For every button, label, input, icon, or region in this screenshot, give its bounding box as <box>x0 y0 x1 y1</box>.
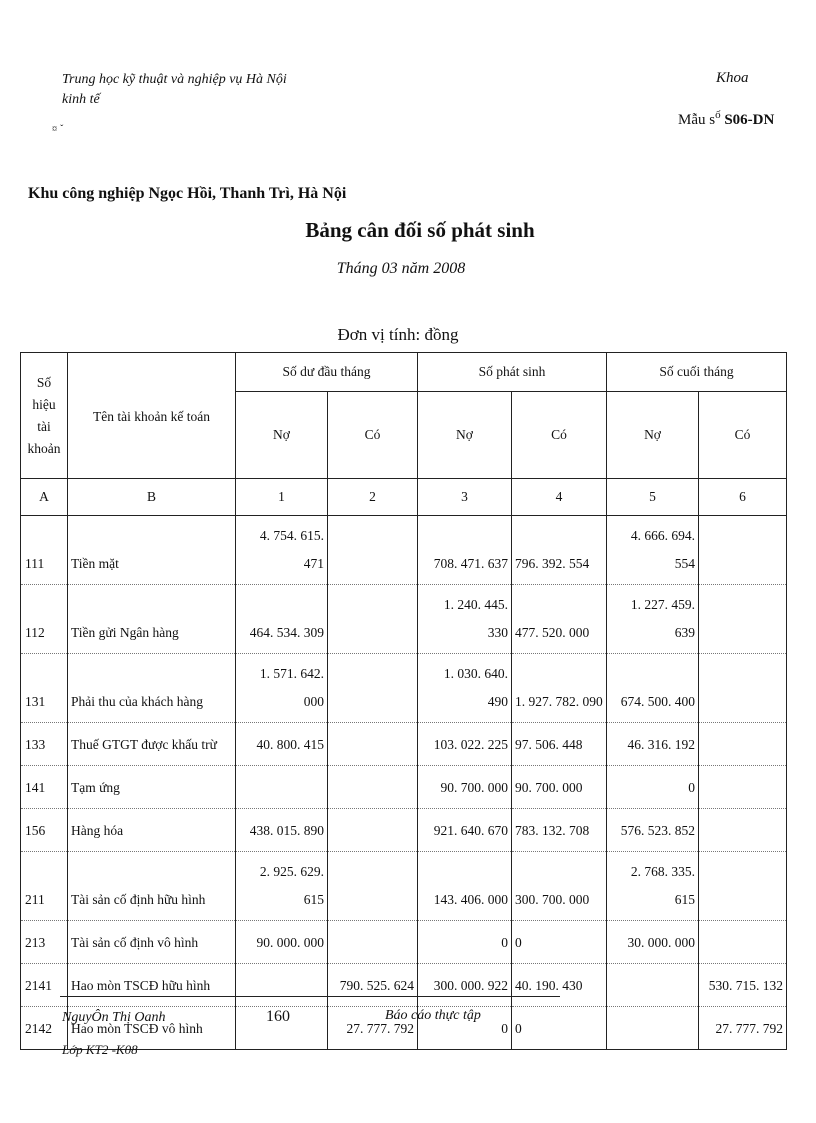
account-name-cell: Tiền gửi Ngân hàng <box>68 585 236 654</box>
closing-debit-cell: 576. 523. 852 <box>607 809 699 852</box>
ledger-rows <box>21 516 787 1050</box>
company-address: Khu công nghiệp Ngọc Hồi, Thanh Trì, Hà Nội <box>28 185 347 202</box>
header-opening-balance: Số dư đầu tháng <box>236 353 418 392</box>
closing-credit-cell <box>699 723 787 766</box>
footer-rule <box>60 996 560 997</box>
table-row <box>21 809 787 852</box>
opening-credit-cell <box>328 921 418 964</box>
opening-debit-cell: 40. 800. 415 <box>236 723 328 766</box>
report-period: Tháng 03 năm 2008 <box>336 260 466 277</box>
table-row <box>21 723 787 766</box>
table-row <box>21 852 787 921</box>
school-name-line2: kinh tế <box>62 92 100 107</box>
header-account-code <box>21 353 68 479</box>
form-number-code: S06-DN <box>724 112 775 128</box>
form-number-sup: ố <box>715 109 721 121</box>
period-debit-cell: 103. 022. 225 <box>418 723 512 766</box>
account-name-cell: Tài sản cố định hữu hình <box>68 852 236 921</box>
index-cell: 5 <box>607 479 699 516</box>
period-credit-cell: 40. 190. 430 <box>512 964 607 1007</box>
opening-credit-cell <box>328 766 418 809</box>
period-debit-cell: 1. 240. 445. 330 <box>418 585 512 654</box>
header-closing-balance: Số cuối tháng <box>607 353 787 392</box>
closing-credit-cell: 530. 715. 132 <box>699 964 787 1007</box>
footer-class: Lớp KT2 -K08 <box>62 1042 138 1057</box>
opening-credit-cell <box>328 516 418 585</box>
closing-debit-cell: 30. 000. 000 <box>607 921 699 964</box>
account-name-cell: Tạm ứng <box>68 766 236 809</box>
closing-credit-cell <box>699 516 787 585</box>
period-debit-cell: 921. 640. 670 <box>418 809 512 852</box>
footer-report-title: Báo cáo thực tập <box>385 1008 481 1023</box>
table-row <box>21 766 787 809</box>
closing-credit-cell <box>699 921 787 964</box>
opening-credit-cell <box>328 654 418 723</box>
account-code-cell: 2141 <box>21 964 68 1007</box>
account-code-cell: 211 <box>21 852 68 921</box>
closing-debit-cell <box>607 1007 699 1050</box>
account-name-cell: Hao mòn TSCĐ hữu hình <box>68 964 236 1007</box>
header-account-name: Tên tài khoản kế toán <box>68 353 236 479</box>
table-row <box>21 921 787 964</box>
period-debit-cell: 90. 700. 000 <box>418 766 512 809</box>
period-debit-cell: 1. 030. 640. 490 <box>418 654 512 723</box>
page-number: 160 <box>266 1008 290 1025</box>
currency-unit: Đơn vị tính: đồng <box>337 325 459 344</box>
account-name-cell: Thuế GTGT được khấu trừ <box>68 723 236 766</box>
period-credit-cell: 97. 506. 448 <box>512 723 607 766</box>
index-cell: 6 <box>699 479 787 516</box>
header-closing-credit: Có <box>699 392 787 479</box>
opening-credit-cell <box>328 852 418 921</box>
period-debit-cell: 0 <box>418 1007 512 1050</box>
header-mark: ¤ ˇ <box>52 124 63 135</box>
closing-credit-cell <box>699 585 787 654</box>
form-number-prefix: Mẫu s <box>678 112 716 128</box>
opening-credit-cell <box>328 723 418 766</box>
period-debit-cell: 0 <box>418 921 512 964</box>
table-row <box>21 654 787 723</box>
account-name-cell: Tài sản cố định vô hình <box>68 921 236 964</box>
account-code-cell: 213 <box>21 921 68 964</box>
period-credit-cell: 300. 700. 000 <box>512 852 607 921</box>
opening-debit-cell: 4. 754. 615. 471 <box>236 516 328 585</box>
account-code-cell: 156 <box>21 809 68 852</box>
table-row <box>21 516 787 585</box>
period-credit-cell: 477. 520. 000 <box>512 585 607 654</box>
period-debit-cell: 300. 000. 922 <box>418 964 512 1007</box>
header-period-activity: Số phát sinh <box>418 353 607 392</box>
account-name-cell: Hàng hóa <box>68 809 236 852</box>
opening-debit-cell: 90. 000. 000 <box>236 921 328 964</box>
header-period-credit: Có <box>512 392 607 479</box>
header-opening-debit: Nợ <box>236 392 328 479</box>
account-name-cell: Phải thu của khách hàng <box>68 654 236 723</box>
form-number <box>678 109 775 129</box>
account-name-cell: Hao mòn TSCĐ vô hình <box>68 1007 236 1050</box>
closing-credit-cell: 27. 777. 792 <box>699 1007 787 1050</box>
index-cell: 1 <box>236 479 328 516</box>
period-credit-cell: 90. 700. 000 <box>512 766 607 809</box>
period-credit-cell: 1. 927. 782. 090 <box>512 654 607 723</box>
closing-debit-cell: 674. 500. 400 <box>607 654 699 723</box>
index-cell: B <box>68 479 236 516</box>
closing-credit-cell <box>699 852 787 921</box>
closing-credit-cell <box>699 809 787 852</box>
opening-debit-cell: 2. 925. 629. 615 <box>236 852 328 921</box>
table-row <box>21 964 787 1007</box>
opening-debit-cell: 438. 015. 890 <box>236 809 328 852</box>
opening-debit-cell: 464. 534. 309 <box>236 585 328 654</box>
opening-credit-cell <box>328 809 418 852</box>
account-name-cell: Tiền mặt <box>68 516 236 585</box>
trial-balance-table <box>20 352 787 1050</box>
period-debit-cell: 708. 471. 637 <box>418 516 512 585</box>
closing-debit-cell <box>607 964 699 1007</box>
closing-debit-cell: 0 <box>607 766 699 809</box>
opening-credit-cell: 790. 525. 624 <box>328 964 418 1007</box>
account-code-cell: 141 <box>21 766 68 809</box>
opening-debit-cell: 1. 571. 642. 000 <box>236 654 328 723</box>
opening-credit-cell <box>328 585 418 654</box>
closing-debit-cell: 1. 227. 459. 639 <box>607 585 699 654</box>
header-closing-debit: Nợ <box>607 392 699 479</box>
account-code-cell: 133 <box>21 723 68 766</box>
period-credit-cell: 0 <box>512 921 607 964</box>
closing-debit-cell: 2. 768. 335. 615 <box>607 852 699 921</box>
opening-debit-cell <box>236 964 328 1007</box>
closing-credit-cell <box>699 654 787 723</box>
closing-debit-cell: 46. 316. 192 <box>607 723 699 766</box>
school-name <box>62 70 322 110</box>
closing-debit-cell: 4. 666. 694. 554 <box>607 516 699 585</box>
index-cell: A <box>21 479 68 516</box>
index-cell: 4 <box>512 479 607 516</box>
period-credit-cell: 796. 392. 554 <box>512 516 607 585</box>
opening-debit-cell <box>236 766 328 809</box>
account-code-cell: 111 <box>21 516 68 585</box>
account-code-cell: 2142 <box>21 1007 68 1050</box>
period-credit-cell: 783. 132. 708 <box>512 809 607 852</box>
closing-credit-cell <box>699 766 787 809</box>
document-title: Bảng cân đối số phát sinh <box>305 218 535 242</box>
school-name-line1: Trung học kỹ thuật và nghiệp vụ Hà Nội <box>62 72 287 87</box>
table-row <box>21 585 787 654</box>
header-account-code-label: Số hiệu tài khoản <box>27 374 61 456</box>
department-label: Khoa <box>716 70 749 86</box>
header-opening-credit: Có <box>328 392 418 479</box>
footer-author: NguyÔn Thị Oanh <box>62 1010 166 1025</box>
account-code-cell: 112 <box>21 585 68 654</box>
header-period-debit: Nợ <box>418 392 512 479</box>
index-cell: 3 <box>418 479 512 516</box>
account-code-cell: 131 <box>21 654 68 723</box>
opening-credit-cell: 27. 777. 792 <box>328 1007 418 1050</box>
index-cell: 2 <box>328 479 418 516</box>
period-credit-cell: 0 <box>512 1007 607 1050</box>
period-debit-cell: 143. 406. 000 <box>418 852 512 921</box>
